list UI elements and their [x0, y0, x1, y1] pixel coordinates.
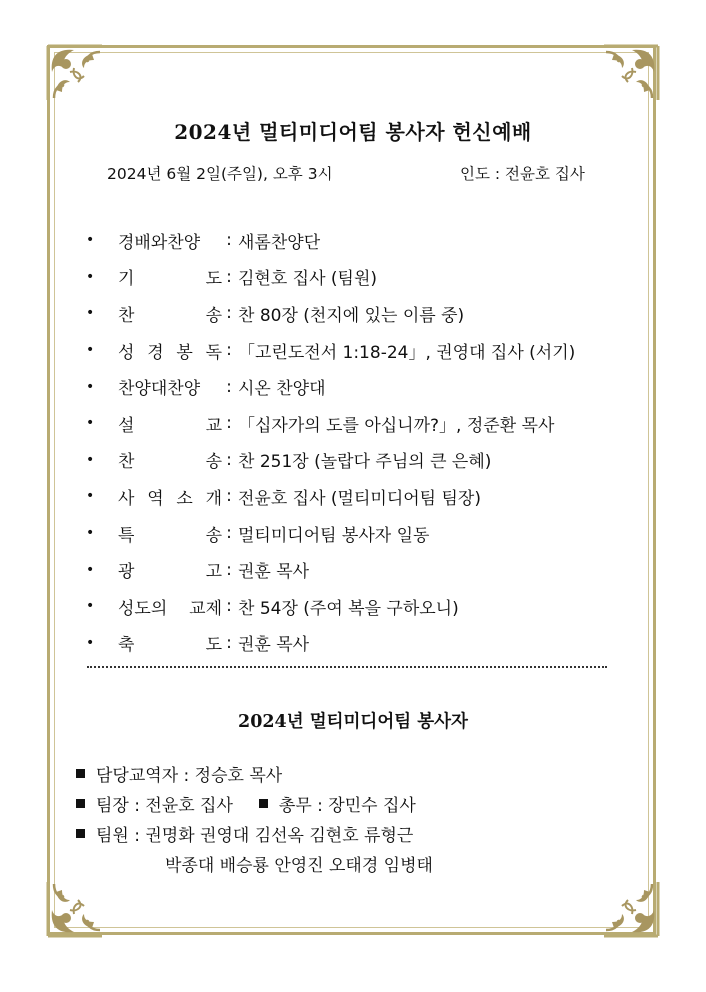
service-item-value: 멀티미디어팀 봉사자 일동	[238, 525, 430, 546]
square-bullet-icon	[76, 769, 85, 778]
service-item-value: 권훈 목사	[238, 635, 310, 656]
service-item	[84, 405, 644, 442]
corner-ornament-icon	[600, 42, 662, 104]
pastor-text: 담당교역자 : 정승호 목사	[96, 765, 283, 786]
bullet-icon: •	[86, 488, 95, 505]
bullet-icon: •	[86, 634, 95, 651]
service-item-label	[118, 411, 222, 436]
dotted-divider	[87, 666, 607, 670]
members-text: 팀원 : 권명화 권영대 김선옥 김현호 류형근	[96, 825, 414, 846]
staff-row-leaders	[76, 788, 433, 818]
colon: :	[226, 632, 232, 653]
service-item-label	[118, 630, 222, 655]
label-part: 역	[147, 488, 164, 509]
label-part: 성도의	[118, 598, 168, 619]
service-item-value: 새롬찬양단	[238, 232, 321, 253]
label-part: 도	[205, 269, 222, 290]
staff-row-members-cont	[76, 848, 433, 878]
square-bullet-icon	[259, 799, 268, 808]
bullet-icon: •	[86, 305, 95, 322]
bullet-icon: •	[86, 232, 95, 249]
label-part: 특	[118, 525, 135, 546]
service-item-value: 권훈 목사	[238, 562, 310, 583]
service-item-value: 「고린도전서 1:18-24」, 권영대 집사 (서기)	[238, 342, 576, 363]
order-of-service	[84, 222, 644, 661]
service-item	[84, 295, 644, 332]
label-part: 성	[118, 342, 135, 363]
colon: :	[226, 303, 232, 324]
colon: :	[226, 266, 232, 287]
service-item-value: 찬 251장 (놀랍다 주님의 큰 은혜)	[238, 452, 492, 473]
square-bullet-icon	[76, 829, 85, 838]
bullet-icon: •	[86, 525, 95, 542]
service-item	[84, 588, 644, 625]
service-item-label	[118, 447, 222, 472]
label-part: 독	[205, 342, 222, 363]
colon: :	[226, 413, 232, 434]
service-item-label	[118, 521, 222, 546]
label-part: 송	[205, 305, 222, 326]
service-item-label	[118, 338, 222, 363]
staff-row-pastor	[76, 758, 433, 788]
service-item-value: 김현호 집사 (팀원)	[238, 269, 378, 290]
service-item	[84, 332, 644, 369]
service-item-value: 「십자가의 도를 아십니까?」, 정준환 목사	[238, 415, 555, 436]
service-item-value: 찬 54장 (주여 복을 구하오니)	[238, 598, 459, 619]
service-item	[84, 515, 644, 552]
label-part: 설	[118, 415, 135, 436]
service-item-value: 전윤호 집사 (멀티미디어팀 팀장)	[238, 488, 481, 509]
label-part: 기	[118, 269, 135, 290]
staff-title: 2024년 멀티미디어팀 봉사자	[238, 712, 468, 732]
bullet-icon: •	[86, 342, 95, 359]
bullet-icon: •	[86, 451, 95, 468]
leader-text: 팀장 : 전윤호 집사	[96, 795, 233, 816]
colon: :	[226, 376, 232, 397]
colon: :	[226, 523, 232, 544]
service-item	[84, 259, 644, 296]
label-part: 봉	[176, 342, 193, 363]
corner-ornament-icon	[44, 42, 106, 104]
service-item-value: 시온 찬양대	[238, 379, 326, 400]
colon: :	[226, 230, 232, 251]
service-item	[84, 551, 644, 588]
bullet-icon: •	[86, 415, 95, 432]
service-item-label	[118, 228, 222, 253]
service-item-label	[118, 484, 222, 509]
colon: :	[226, 340, 232, 361]
service-leader: 인도 : 전윤호 집사	[460, 165, 585, 183]
staff-list	[76, 758, 433, 878]
bullet-icon: •	[86, 378, 95, 395]
label-part: 송	[205, 452, 222, 473]
service-item	[84, 222, 644, 259]
corner-ornament-icon	[44, 878, 106, 940]
label-part: 경배와찬양	[118, 232, 201, 253]
bullet-icon: •	[86, 598, 95, 615]
label-part: 축	[118, 635, 135, 656]
service-item	[84, 625, 644, 662]
label-part: 교제	[189, 598, 222, 619]
bullet-icon: •	[86, 268, 95, 285]
staff-row-members	[76, 818, 433, 848]
label-part: 사	[118, 488, 135, 509]
colon: :	[226, 596, 232, 617]
members-text-cont: 박종대 배승룡 안영진 오태경 임병태	[165, 855, 433, 876]
corner-ornament-icon	[600, 878, 662, 940]
colon: :	[226, 486, 232, 507]
service-item-label	[118, 594, 222, 619]
service-item-label	[118, 557, 222, 582]
label-part: 찬	[118, 452, 135, 473]
service-item-label	[118, 264, 222, 289]
bullet-icon: •	[86, 561, 95, 578]
service-date: 2024년 6월 2일(주일), 오후 3시	[107, 165, 333, 183]
service-item	[84, 368, 644, 405]
service-item	[84, 442, 644, 479]
label-part: 송	[205, 525, 222, 546]
service-item	[84, 478, 644, 515]
label-part: 찬	[118, 305, 135, 326]
label-part: 개	[205, 488, 222, 509]
colon: :	[226, 449, 232, 470]
treasurer-text: 총무 : 장민수 집사	[278, 795, 416, 816]
service-item-label	[118, 301, 222, 326]
label-part: 광	[118, 562, 135, 583]
colon: :	[226, 559, 232, 580]
label-part: 찬양대찬양	[118, 379, 201, 400]
label-part: 경	[147, 342, 164, 363]
label-part: 교	[205, 415, 222, 436]
square-bullet-icon	[76, 799, 85, 808]
page-title: 2024년 멀티미디어팀 봉사자 헌신예배	[174, 120, 532, 144]
label-part: 소	[176, 488, 193, 509]
service-item-value: 찬 80장 (천지에 있는 이름 중)	[238, 305, 465, 326]
service-item-label	[118, 374, 222, 399]
label-part: 고	[205, 562, 222, 583]
label-part: 도	[205, 635, 222, 656]
